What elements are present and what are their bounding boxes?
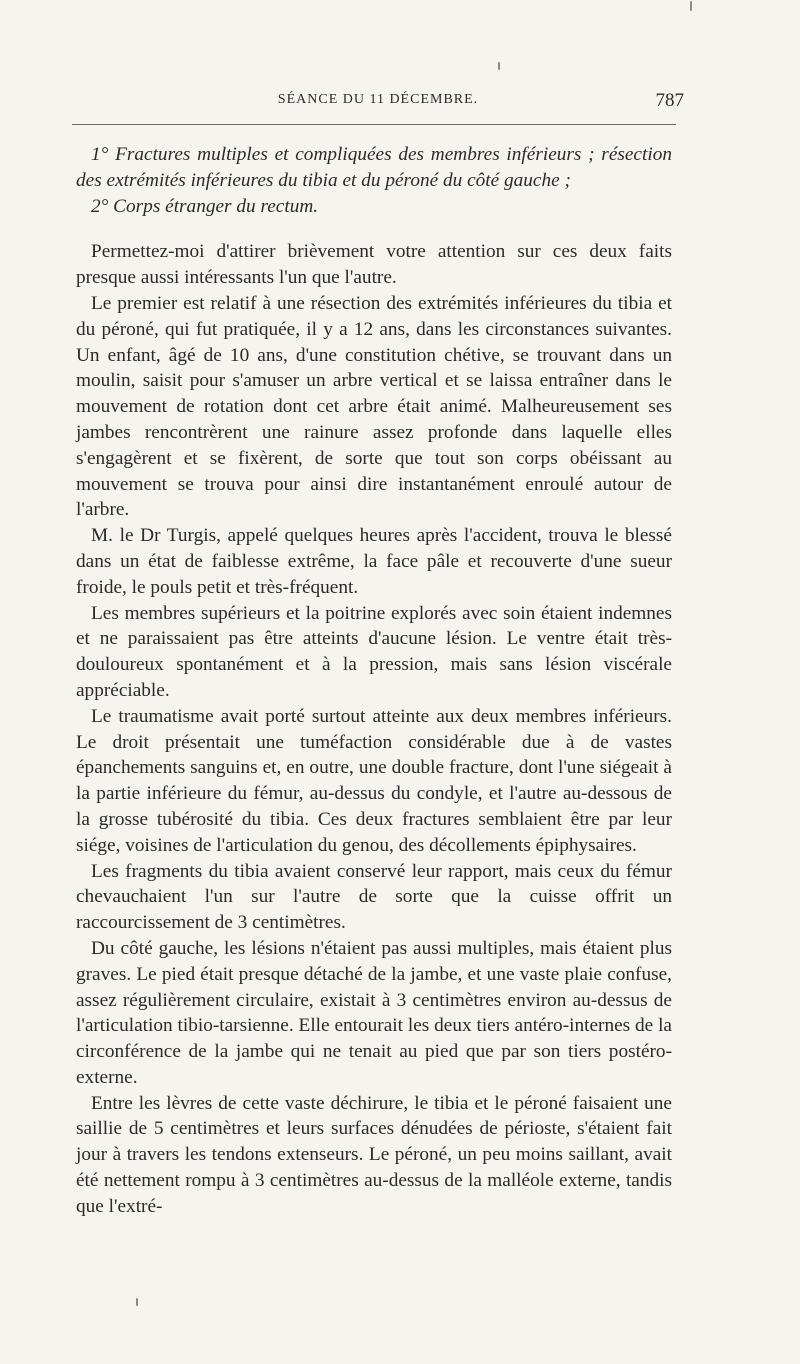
running-head: SÉANCE DU 11 DÉCEMBRE. [277,92,479,107]
page-header [72,88,684,118]
paragraph-8: Entre les lèvres de cette vaste déchirure, le tibia et le péroné faisaient une saillie de 5 centimètres et leurs surfaces dénudées de périoste, s'étaient fait jour à travers les tendons extenseurs. Le péroné, un peu moins saillant, avait été nettement rompu à 3 centimètres au-dessus de la malléole externe, tandis que l'extré- [76,1092,672,1217]
paragraph-4: Les membres supérieurs et la poitrine explorés avec soin étaient indemnes et ne paraissaient pas être atteints d'aucune lésion. Le ventre était très-douloureux spontanément et à la pression, mais sans lésion viscérale appréciable. [76,602,672,701]
scan-speck [136,1298,138,1306]
paragraph-7: Du côté gauche, les lésions n'étaient pas aussi multiples, mais étaient plus graves. Le pied était presque détaché de la jambe, et une vaste plaie confuse, assez régulièrement circulaire, existait à 3 centimètres environ au-dessus de l'articulation tibio-tarsienne. Elle entourait les deux tiers antéro-internes de la circonférence de la jambe qui ne tenait au pied que par son tiers postéro-externe. [76,937,672,1088]
section-gap [76,219,672,239]
paragraph-1: Permettez-moi d'attirer brièvement votre attention sur ces deux faits presque aussi intéressants l'un que l'autre. [76,241,672,289]
paragraph-6: Les fragments du tibia avaient conservé leur rapport, mais ceux du fémur chevauchaient l'un sur l'autre de sorte que la cuisse offrit un raccourcissement de 3 centimètres. [76,860,672,934]
paragraph-5: Le traumatisme avait porté surtout atteinte aux deux membres inférieurs. Le droit présentait une tuméfaction considérable due à de vastes épanchements sanguins et, en outre, une double fracture, dont l'une siégeait à la partie inférieure du fémur, au-dessus du condyle, et l'autre au-dessous de la grosse tubérosité du tibia. Ces deux fractures semblaient être par leur siége, voisines de l'articulation du genou, des décollements épiphysaires. [76,705,672,856]
title-2: 2° Corps étranger du rectum. [91,195,319,217]
paragraph-3: M. le Dr Turgis, appelé quelques heures après l'accident, trouva le blessé dans un état de faiblesse extrême, la face pâle et recouverte d'une sueur froide, le pouls petit et très-fréquent. [76,525,672,598]
scan-speck [690,1,692,11]
paragraph-2: Le premier est relatif à une résection des extrémités inférieures du tibia et du péroné, qui fut pratiquée, il y a 12 ans, dans les circonstances suivantes. Un enfant, âgé de 10 ans, d'une constitution chétive, se trouvant dans un moulin, saisit pour s'amuser un arbre vertical et se laissa entraîner dans le mouvement de rotation dont cet arbre était animé. Malheureusement ses jambes rencontrèrent une rainure assez profonde dans laquelle elles s'engagèrent et se fixèrent, de sorte que tout son corps obéissant au mouvement se trouva pour ainsi dire instantanément enroulé autour de l'arbre. [76,292,672,521]
scan-speck [498,62,500,70]
body-text [76,142,672,1220]
header-rule [72,124,676,125]
page-number: 787 [655,90,684,111]
title-1: 1° Fractures multiples et compliquées des membres inférieurs ; résection des extrémités inférieures du tibia et du péroné du côté gauche ; [76,144,672,191]
